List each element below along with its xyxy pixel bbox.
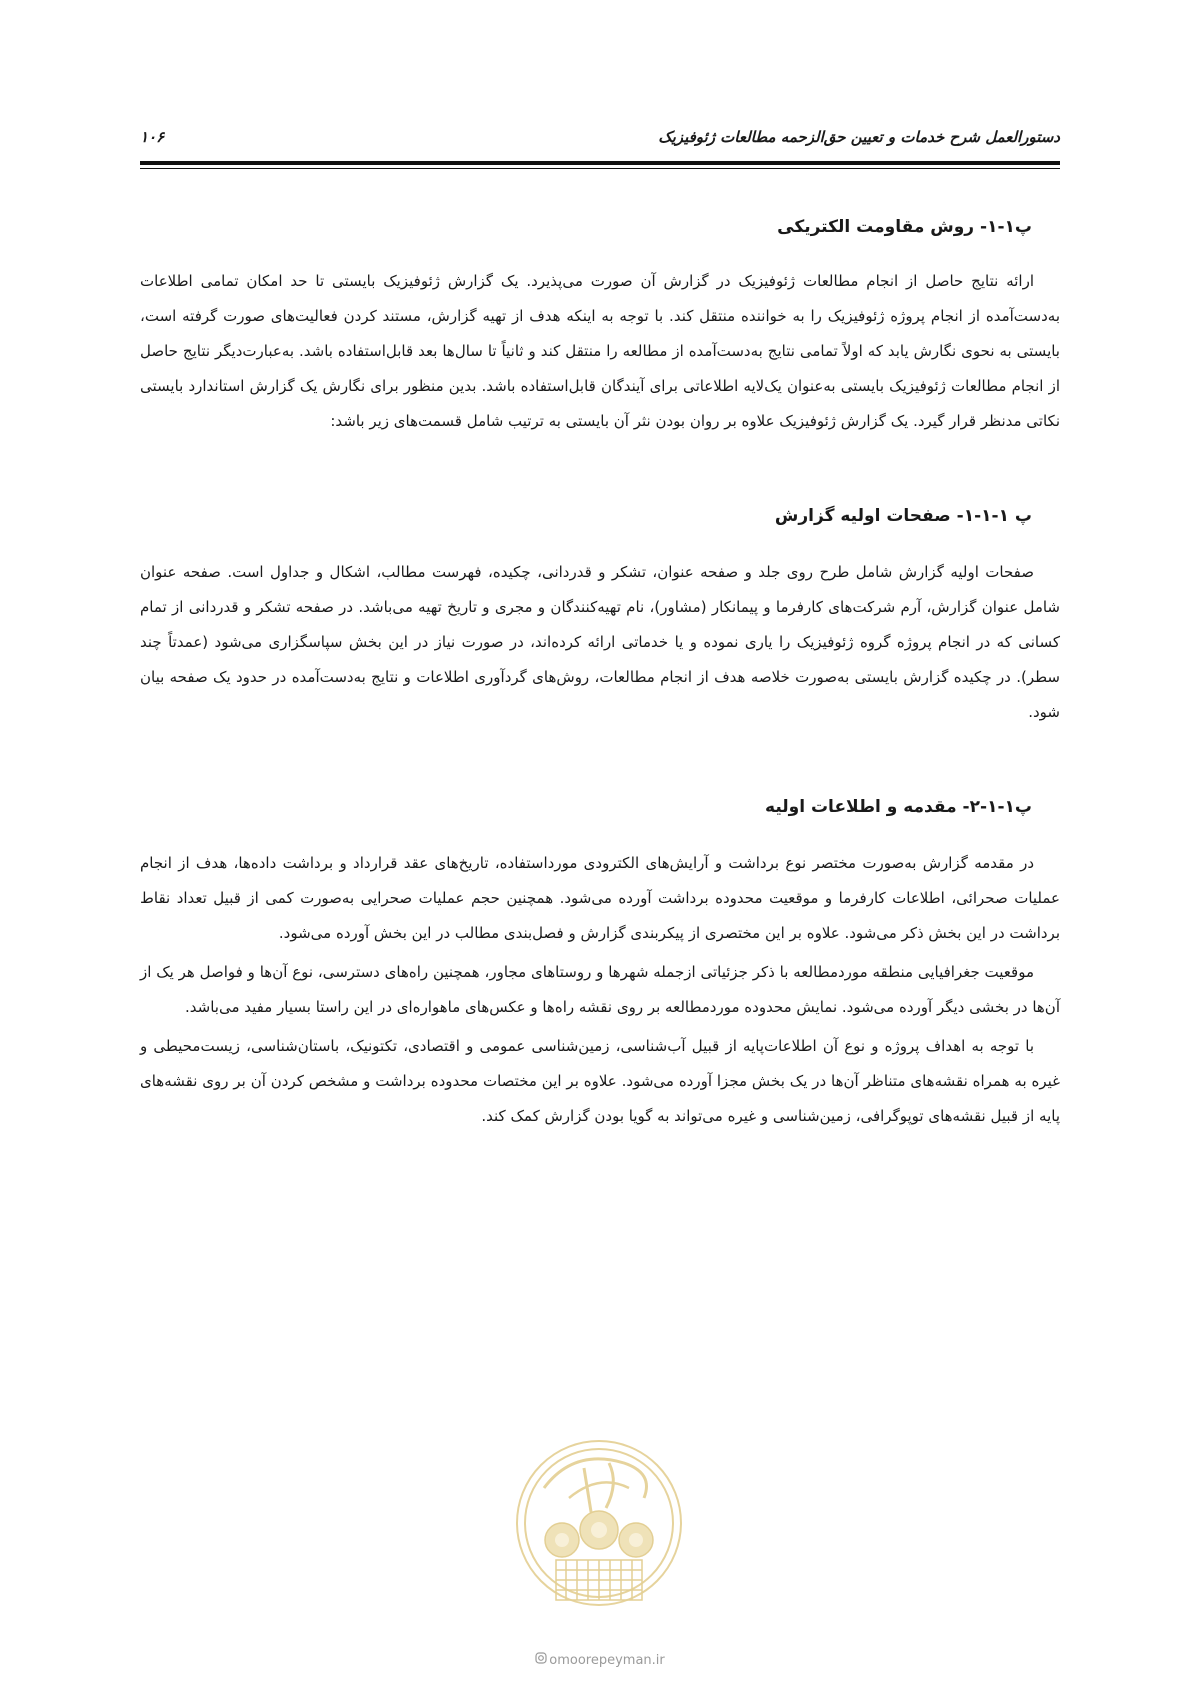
instagram-icon [535,1652,547,1668]
paragraph: صفحات اولیه گزارش شامل طرح روی جلد و صفحه عنوان، تشکر و قدردانی، چکیده، فهرست مطالب، اشکال و جداول است. صفحه عنوان شامل عنوان گزارش، آرم شرکت‌های کارفرما و پیمانکار (مشاور)، نام تهیه‌کنندگان و مجری و تاریخ تهیه می‌باشد. در صفحه تشکر و قدردانی از تمام کسانی که در انجام پروژه گروه ژئوفیزیک را یاری نموده و یا خدماتی ارائه کرده‌اند، در صورت نیاز در این بخش سپاسگزاری می‌شود (عمدتاً چند سطر). در چکیده گزارش بایستی به‌صورت خلاصه هدف از انجام مطالعات، روش‌های گردآوری اطلاعات و نتایج به‌دست‌آمده در حدود یک صفحه بیان شود. [140,563,1060,721]
section-heading-electrical-resistivity: پ۱-۱- روش مقاومت الکتریکی [777,217,1032,237]
page-header [140,128,1060,164]
header-rule-thick [140,161,1060,165]
watermark-text: omoorepeyman.ir [549,1653,665,1668]
page-number: ۱۰۶ [140,128,165,146]
section-heading-initial-pages: پ ۱-۱-۱- صفحات اولیه گزارش [774,506,1032,526]
seal-logo [514,1428,684,1618]
header-rule-thin [140,168,1060,169]
header-title: دستورالعمل شرح خدمات و تعیین حق‌الزحمه مطالعات ژئوفیزیک [658,128,1060,146]
paragraph: در مقدمه گزارش به‌صورت مختصر نوع برداشت و آرایش‌های الکترودی مورداستفاده، تاریخ‌های عقد قرارداد و برداشت داده‌ها، هدف از انجام عملیات صحرائی، اطلاعات کارفرما و موقعیت محدوده برداشت آورده می‌شود. همچنین حجم عملیات صحرایی به‌صورت کمی از قبیل تعداد نقاط برداشت در این بخش ذکر می‌شود. علاوه بر این مختصری از پیکربندی گزارش و فصل‌بندی مطالب در این بخش آورده می‌شود. [140,854,1060,942]
watermark [470,1652,730,1668]
body-content [140,212,1060,1134]
paragraph: ارائه نتایج حاصل از انجام مطالعات ژئوفیزیک در گزارش آن صورت می‌پذیرد. یک گزارش ژئوفیزیک بایستی تا حد امکان تمامی اطلاعات به‌دست‌آمده از انجام پروژه ژئوفیزیک را به خواننده منتقل کند. با توجه به اینکه هدف از تهیه گزارش، مستند کردن فعالیت‌های صورت گرفته است، بایستی به نحوی نگارش یابد که اولاً تمامی نتایج به‌دست‌آمده از مطالعه را منتقل کند و ثانیاً تا سال‌ها بعد قابل‌استفاده باشد. به‌عبارت‌دیگر نتایج حاصل از انجام مطالعات ژئوفیزیک بایستی به‌عنوان یک‌لایه اطلاعاتی برای آیندگان قابل‌استفاده باشد. بدین منظور برای نگارش یک گزارش استاندارد بایستی نکاتی مدنظر قرار گیرد. یک گزارش ژئوفیزیک علاوه بر روان بودن نثر آن بایستی به ترتیب شامل قسمت‌های زیر باشد: [140,272,1060,430]
paragraph: موقعیت جغرافیایی منطقه موردمطالعه با ذکر جزئیاتی ازجمله شهرها و روستاهای مجاور، همچنین راه‌های دسترسی، نوع آن‌ها و فواصل هر یک از آن‌ها در بخشی دیگر آورده می‌شود. نمایش محدوده موردمطالعه بر روی نقشه راه‌ها و عکس‌های ماهواره‌ای در این راستا بسیار مفید می‌باشد. [140,963,1060,1016]
paragraph: با توجه به اهداف پروژه و نوع آن اطلاعات‌پایه از قبیل آب‌شناسی، زمین‌شناسی عمومی و اقتصادی، تکتونیک، باستان‌شناسی، زیست‌محیطی و غیره به همراه نقشه‌های متناظر آن‌ها در یک بخش مجزا آورده می‌شود. علاوه بر این مختصات محدوده برداشت و مشخص کردن آن بر روی نقشه‌های پایه از قبیل نقشه‌های توپوگرافی، زمین‌شناسی و غیره می‌تواند به گویا بودن گزارش کمک کند. [140,1037,1060,1125]
section-heading-introduction: پ۱-۱-۲- مقدمه و اطلاعات اولیه [765,797,1032,817]
